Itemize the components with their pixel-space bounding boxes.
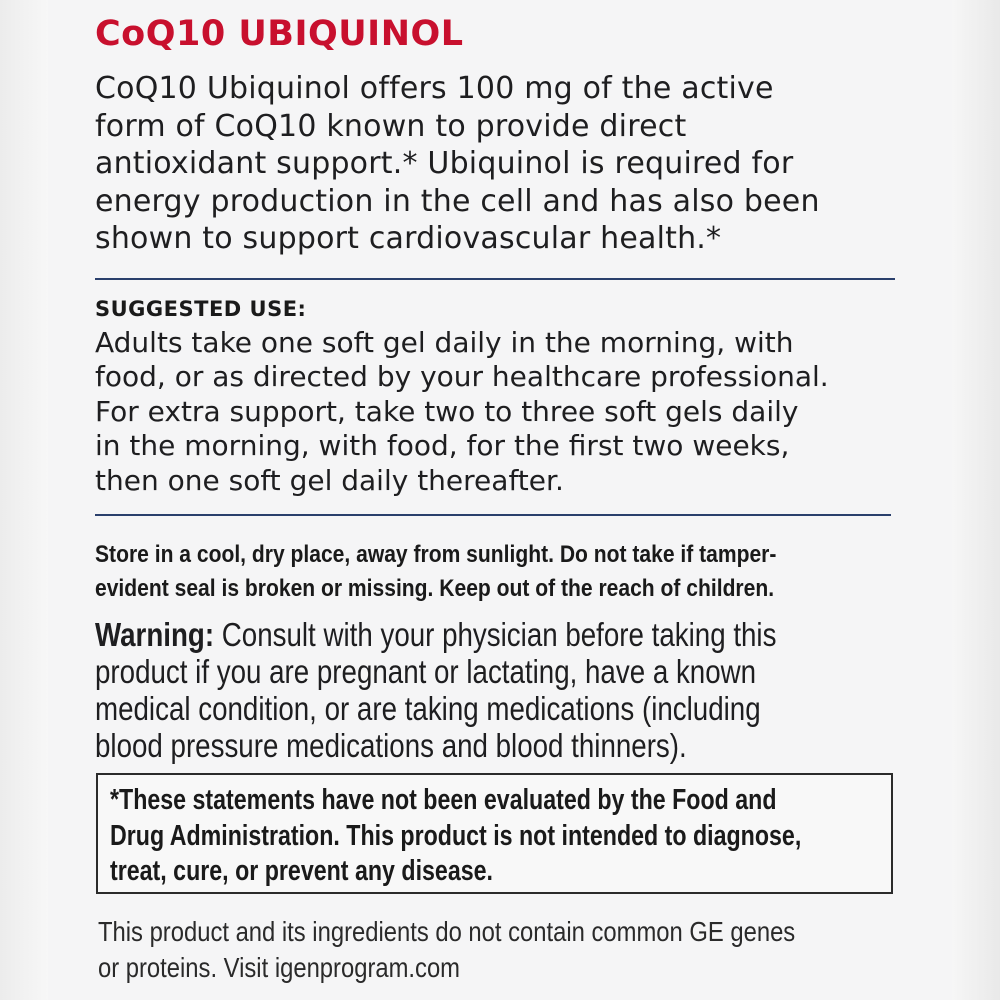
suggested-use-line: then one soft gel daily thereafter. [95,463,564,497]
label-content [95,12,895,764]
warning-line: medical condition, or are taking medications (including [95,690,761,727]
warning-text [95,616,893,764]
description-line: energy production in the cell and has also been [95,183,820,219]
warning-first-line: Consult with your physician before taking this [214,616,777,653]
section-divider [95,278,895,280]
disclaimer-line: Drug Administration. This product is not intended to diagnose, [110,819,802,852]
section-divider [95,514,891,516]
suggested-use-line: For extra support, take two to three soft gels daily [95,394,799,428]
warning-line: blood pressure medications and blood thinners). [95,727,687,764]
fda-disclaimer-box [96,773,893,894]
product-description [95,70,895,258]
ge-free-footer [98,914,914,986]
description-line: shown to support cardiovascular health.* [95,221,722,256]
suggested-use-text [95,326,895,499]
storage-line: Store in a cool, dry place, away from sunlight. Do not take if tamper- [95,541,777,568]
suggested-use-line: in the morning, with food, for the first two weeks, [95,429,790,462]
description-line: CoQ10 Ubiquinol offers 100 mg of the active [95,71,774,106]
suggested-use-heading: SUGGESTED USE: [95,296,307,321]
description-line: antioxidant support.* Ubiquinol is required for [95,146,794,181]
disclaimer-line: treat, cure, or prevent any disease. [110,855,493,887]
footer-line: This product and its ingredients do not contain common GE genes [98,916,796,947]
storage-line: evident seal is broken or missing. Keep out of the reach of children. [95,575,775,602]
warning-label: Warning: [95,616,215,653]
warning-line [95,616,893,653]
description-line: form of CoQ10 known to provide direct [95,108,687,144]
warning-line: product if you are pregnant or lactating, have a known [95,653,757,690]
product-title: CoQ10 UBIQUINOL [95,14,464,54]
footer-line: or proteins. Visit igenprogram.com [98,952,461,983]
fda-disclaimer-text [110,783,894,890]
disclaimer-line: *These statements have not been evaluated by the Food and [110,784,777,816]
suggested-use-line: Adults take one soft gel daily in the morning, with [95,325,794,359]
suggested-use-line: food, or as directed by your healthcare professional. [95,360,829,393]
storage-instructions [95,538,895,606]
